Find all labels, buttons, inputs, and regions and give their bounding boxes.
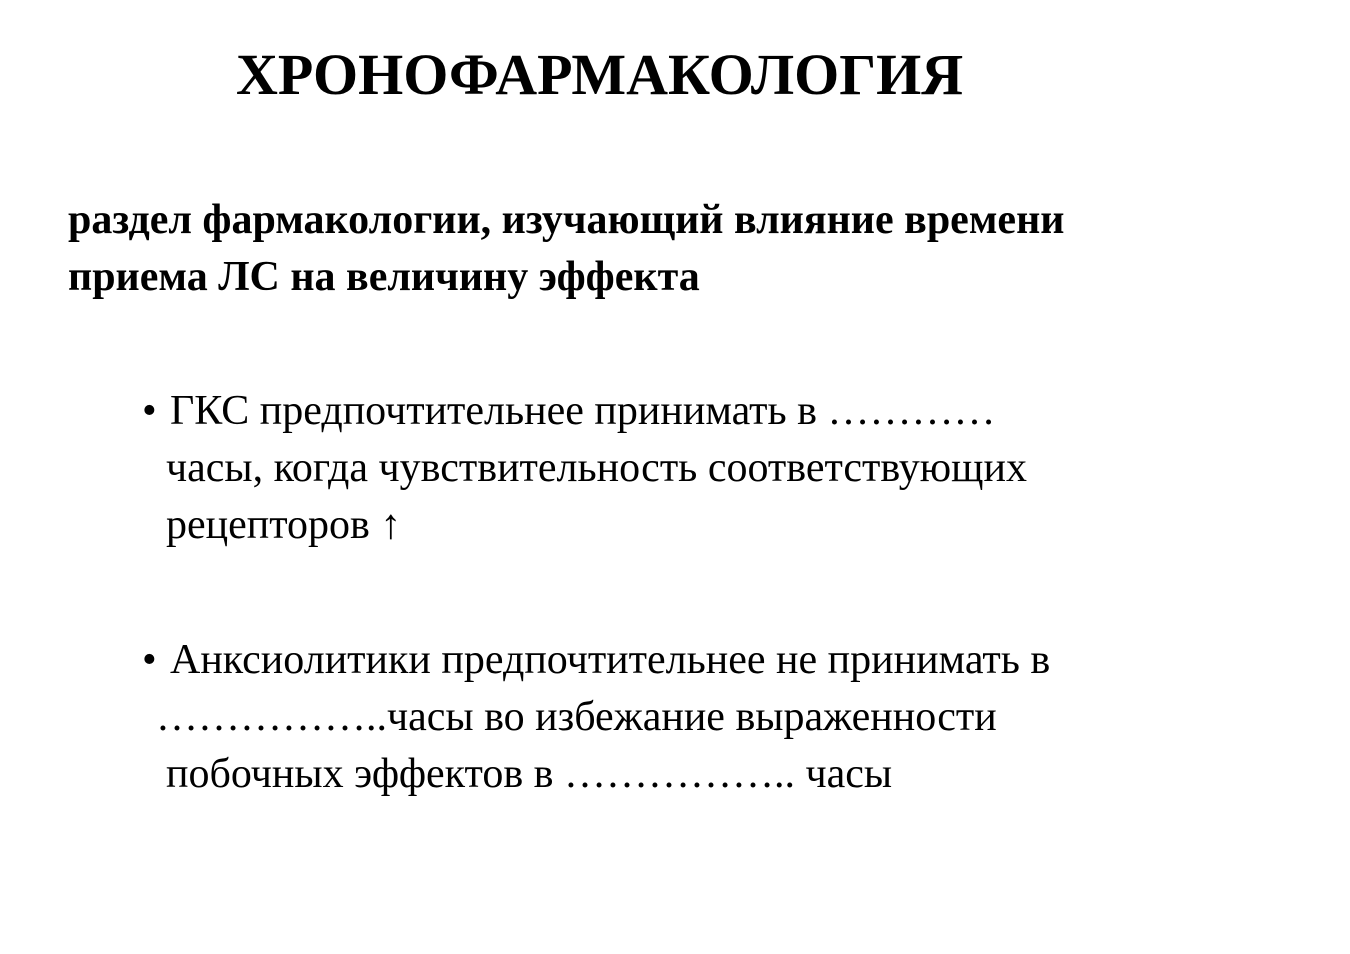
bullet-line: побочных эффектов в …………….. часы	[166, 751, 893, 797]
bullet-text: Анксиолитики предпочтительнее не принимать в	[170, 637, 1051, 683]
definition-line-2: приема ЛС на величину эффекта	[68, 254, 700, 300]
bullet-marker: •	[142, 388, 157, 434]
slide-title: ХРОНОФАРМАКОЛОГИЯ	[236, 42, 964, 107]
bullet-line: рецепторов ↑	[166, 502, 402, 548]
bullet-text: ГКС предпочтительнее принимать в …………	[170, 388, 996, 434]
bullet-line: ……………..часы во избежание выраженности	[156, 694, 997, 740]
definition-line-1: раздел фармакологии, изучающий влияние времени	[68, 197, 1065, 243]
bullet-line	[142, 632, 1050, 689]
bullet-marker: •	[142, 637, 157, 683]
definition-text	[68, 192, 1288, 306]
bullet-item-gks	[142, 383, 1027, 554]
bullet-item-anxiolytics	[142, 632, 1050, 803]
bullet-line: часы, когда чувствительность соответствующих	[166, 445, 1027, 491]
bullet-line	[142, 383, 1027, 440]
